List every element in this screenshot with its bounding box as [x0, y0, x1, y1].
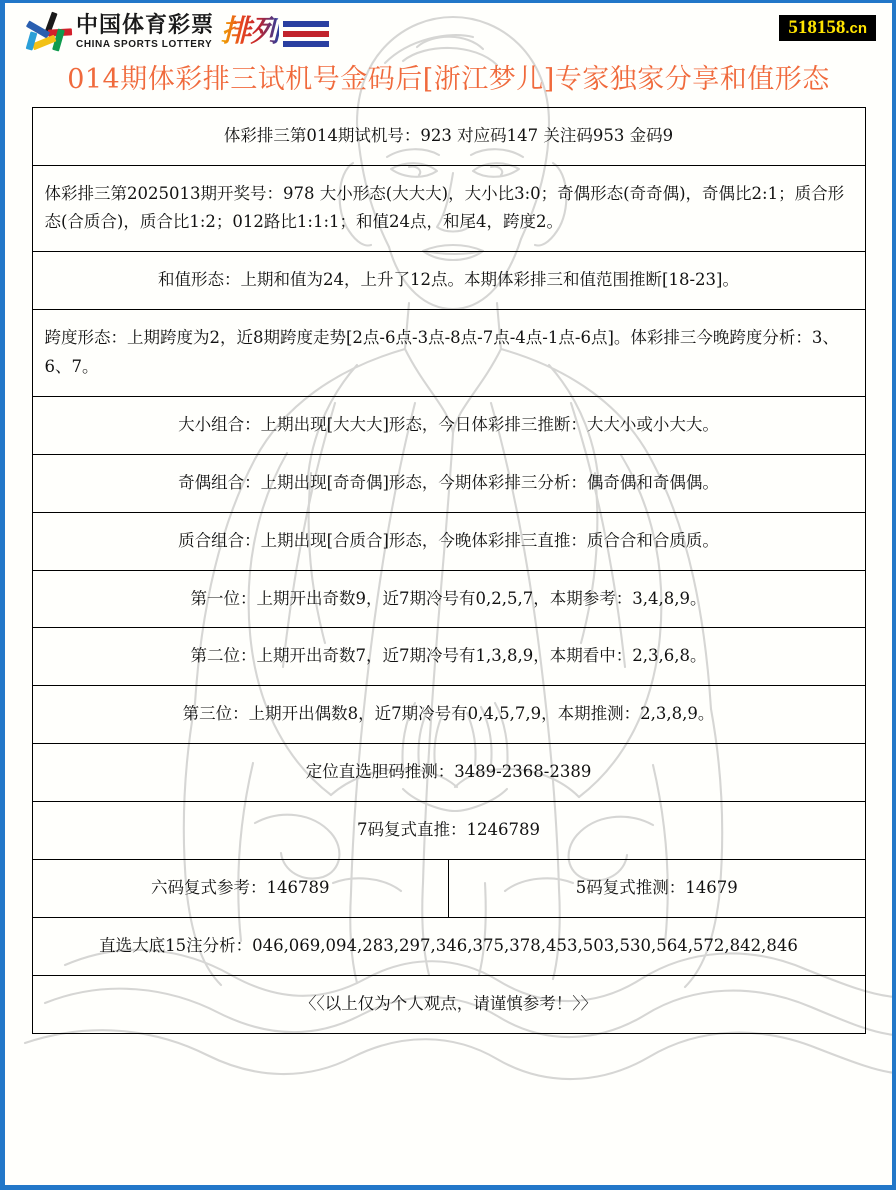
site-header [5, 3, 892, 59]
site-domain-badge[interactable] [779, 15, 876, 41]
forecast-table [32, 107, 866, 1034]
site-domain-name: 518158 [788, 17, 846, 38]
five-code-cell: 5码复式推测：14679 [449, 859, 866, 917]
table-row [32, 628, 865, 686]
position-two-row: 第二位：上期开出奇数7，近7期冷号有1,3,8,9，本期看中：2,3,6,8。 [32, 628, 865, 686]
logo-brand-en: CHINA SPORTS LOTTERY [76, 38, 213, 50]
six-code-cell: 六码复式参考：146789 [32, 859, 449, 917]
logo-brand-cn: 中国体育彩票 [76, 12, 215, 38]
table-row [32, 512, 865, 570]
test-number-row: 体彩排三第014期试机号：923 对应码147 关注码953 金码9 [32, 107, 865, 165]
page-title: 014期体彩排三试机号金码后[浙江梦儿]专家独家分享和值形态 [67, 64, 830, 95]
logo-wordmark [76, 12, 215, 50]
three-bars-icon [283, 17, 329, 47]
seven-code-row: 7码复式直推：1246789 [32, 802, 865, 860]
table-row-split [32, 859, 865, 917]
position-one-row: 第一位：上期开出奇数9，近7期冷号有0,2,5,7，本期参考：3,4,8,9。 [32, 570, 865, 628]
bigsmall-combo-row: 大小组合：上期出现[大大大]形态，今日体彩排三推断：大大小或小大大。 [32, 396, 865, 454]
content-layer [5, 3, 892, 1185]
china-sports-lottery-logo [26, 9, 329, 55]
direct-selection-row: 定位直选胆码推测：3489-2368-2389 [32, 744, 865, 802]
table-row [32, 310, 865, 397]
direct-15-bets-row: 直选大底15注分析：046,069,094,283,297,346,375,378,453,503,530,564,572,842,846 [32, 917, 865, 975]
table-row [32, 802, 865, 860]
sum-form-row: 和值形态：上期和值为24，上升了12点。本期体彩排三和值范围推断[18-23]。 [32, 252, 865, 310]
primecomposite-combo-row: 质合组合：上期出现[合质合]形态，今晚体彩排三直推：质合合和合质质。 [32, 512, 865, 570]
table-row [32, 570, 865, 628]
logo-game-name: 排列 [221, 10, 279, 54]
table-row [32, 252, 865, 310]
span-form-row: 跨度形态：上期跨度为2，近8期跨度走势[2点-6点-3点-8点-7点-4点-1点-6点]。体彩排三今晚跨度分析：3、6、7。 [32, 310, 865, 397]
table-row [32, 917, 865, 975]
table-row [32, 107, 865, 165]
table-row [32, 686, 865, 744]
table-row [32, 744, 865, 802]
draw-result-row: 体彩排三第2025013期开奖号：978 大小形态(大大大)，大小比3:0；奇偶形态(奇奇偶)，奇偶比2:1；质合形态(合质合)，质合比1:2；012路比1:1:1；和值24点，和尾4，跨度2。 [32, 165, 865, 252]
table-row [32, 975, 865, 1033]
table-row [32, 454, 865, 512]
disclaimer-row: 〈〈以上仅为个人观点，请谨慎参考！〉〉 [32, 975, 865, 1033]
site-domain-tld: .cn [845, 20, 867, 37]
oddeven-combo-row: 奇偶组合：上期出现[奇奇偶]形态，今期体彩排三分析：偶奇偶和奇偶偶。 [32, 454, 865, 512]
table-row [32, 396, 865, 454]
table-row [32, 165, 865, 252]
position-three-row: 第三位：上期开出偶数8，近7期冷号有0,4,5,7,9，本期推测：2,3,8,9。 [32, 686, 865, 744]
lottery-sticks-icon [26, 12, 70, 52]
